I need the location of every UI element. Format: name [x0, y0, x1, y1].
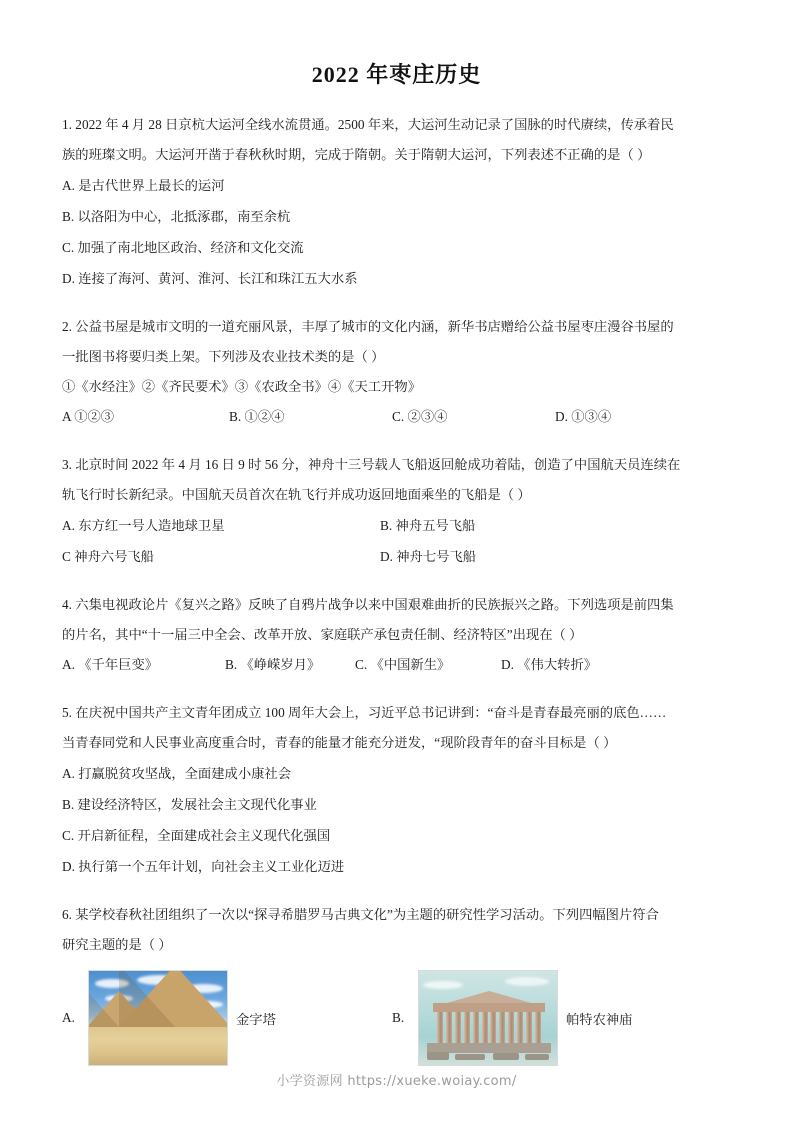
question-3-option-d[interactable]: D. 神舟七号飞船	[380, 549, 477, 564]
question-4-option-d[interactable]: D. 《伟大转折》	[501, 657, 598, 672]
question-5-option-b[interactable]: B. 建设经济特区，发展社会主文现代化事业	[62, 797, 317, 812]
question-1-stem-line-1: 1. 2022 年 4 月 28 日京杭大运河全线水流贯通。2500 年来，大运河生动记录了国脉的时代赓续，传承着民	[62, 117, 674, 132]
question-6-stem-line-1: 6. 某学校春秋社团组织了一次以“探寻希腊罗马古典文化”为主题的研究性学习活动。下列四幅图片符合	[62, 907, 659, 922]
watermark: 小学资源网 https://xueke.woiay.com/	[276, 1074, 517, 1089]
rubble-shape	[525, 1054, 549, 1060]
rubble-shape	[493, 1053, 519, 1060]
small-pyramid-shadow	[88, 991, 119, 1027]
question-2-sub-items: ①《水经注》②《齐民要术》③《农政全书》④《天工开物》	[62, 379, 422, 394]
pyramids-photo	[88, 970, 228, 1066]
question-4-option-a[interactable]: A. 《千年巨变》	[62, 657, 159, 672]
question-2-option-a[interactable]: A ①②③	[62, 409, 115, 424]
parthenon-photo	[418, 970, 558, 1066]
question-4-stem-line-2: 的片名，其中“十一届三中全会、改革开放、家庭联产承包责任制、经济特区”出现在（ ）	[62, 627, 583, 642]
question-2-stem-line-2: 一批图书将要归类上架。下列涉及农业技术类的是（ ）	[62, 349, 385, 364]
question-3-option-c[interactable]: C 神舟六号飞船	[62, 549, 154, 564]
great-pyramid-shadow	[119, 970, 175, 1027]
rubble-shape	[455, 1054, 485, 1060]
question-5	[62, 698, 731, 882]
question-3-stem-line-1: 3. 北京时间 2022 年 4 月 16 日 9 时 56 分，神舟十三号载人飞船返回舱成功着陆，创造了中国航天员连续在	[62, 457, 681, 472]
question-5-options	[62, 758, 731, 882]
question-4-options	[62, 650, 731, 680]
cloud-shape	[423, 981, 463, 989]
desert-sand	[89, 1026, 227, 1065]
question-5-stem-line-1: 5. 在庆祝中国共产主文青年团成立 100 周年大会上，习近平总书记讲到：“奋斗是青春最亮丽的底色……	[62, 705, 667, 720]
question-5-option-a[interactable]: A. 打赢脱贫攻坚战，全面建成小康社会	[62, 766, 292, 781]
colonnade-shape	[437, 1012, 541, 1044]
cloud-shape	[505, 977, 549, 986]
question-4-option-b[interactable]: B. 《峥嵘岁月》	[225, 657, 321, 672]
rubble-shape	[427, 1052, 449, 1060]
question-6-option-a[interactable]	[62, 970, 392, 1066]
parthenon-structure	[433, 991, 545, 1051]
question-4-stem-line-1: 4. 六集电视政论片《复兴之路》反映了自鸦片战争以来中国艰难曲折的民族振兴之路。下列选项是前四集	[62, 597, 674, 612]
question-2-option-c[interactable]: C. ②③④	[392, 409, 448, 424]
question-1	[62, 110, 731, 294]
question-1-option-c[interactable]: C. 加强了南北地区政治、经济和文化交流	[62, 240, 304, 255]
question-5-option-c[interactable]: C. 开启新征程，全面建成社会主义现代化强国	[62, 828, 331, 843]
question-1-option-a[interactable]: A. 是古代世界上最长的运河	[62, 178, 225, 193]
question-3-options-row-2	[62, 541, 731, 572]
question-1-option-d[interactable]: D. 连接了海河、黄河、淮河、长江和珠江五大水系	[62, 271, 358, 286]
question-3-stem-line-2: 轨飞行时长新纪录。中国航天员首次在轨飞行并成功返回地面乘坐的飞船是（ ）	[62, 487, 531, 502]
question-3-option-b[interactable]: B. 神舟五号飞船	[380, 518, 476, 533]
question-2-option-b[interactable]: B. ①②④	[229, 409, 285, 424]
question-1-options	[62, 170, 731, 294]
question-6-option-b-caption: 帕特农神庙	[566, 1011, 633, 1027]
question-6-picture-options	[62, 970, 731, 1066]
question-5-option-d[interactable]: D. 执行第一个五年计划，向社会主义工业化迈进	[62, 859, 345, 874]
question-1-stem-line-2: 族的班璨文明。大运河开凿于春秋秋时期，完成于隋朝。关于隋朝大运河，下列表述不正确的是（ ）	[62, 147, 651, 162]
question-2	[62, 312, 731, 432]
question-2-option-d[interactable]: D. ①③④	[555, 409, 612, 424]
question-3	[62, 450, 731, 572]
question-6	[62, 900, 731, 1066]
page-title: 2022 年枣庄历史	[311, 62, 482, 87]
question-3-option-a[interactable]: A. 东方红一号人造地球卫星	[62, 518, 225, 533]
entablature-shape	[433, 1003, 545, 1012]
question-1-option-b[interactable]: B. 以洛阳为中心，北抵涿郡，南至余杭	[62, 209, 291, 224]
question-4-option-c[interactable]: C. 《中国新生》	[355, 657, 451, 672]
question-6-option-b-label: B.	[392, 1010, 405, 1025]
question-2-options	[62, 402, 731, 432]
question-3-options-row-1	[62, 510, 731, 541]
question-6-option-b[interactable]	[392, 970, 722, 1066]
question-6-stem-line-2: 研究主题的是（ ）	[62, 937, 172, 952]
question-4	[62, 590, 731, 680]
question-6-option-a-label: A.	[62, 1010, 75, 1025]
question-6-option-a-caption: 金字塔	[236, 1011, 276, 1027]
question-5-stem-line-2: 当青春同党和人民事业高度重合时，青春的能量才能充分迸发，“现阶段青年的奋斗目标是（ ）	[62, 735, 617, 750]
question-2-stem-line-1: 2. 公益书屋是城市文明的一道充丽风景，丰厚了城市的文化内涵，新华书店赠给公益书屋枣庄漫谷书屋的	[62, 319, 674, 334]
